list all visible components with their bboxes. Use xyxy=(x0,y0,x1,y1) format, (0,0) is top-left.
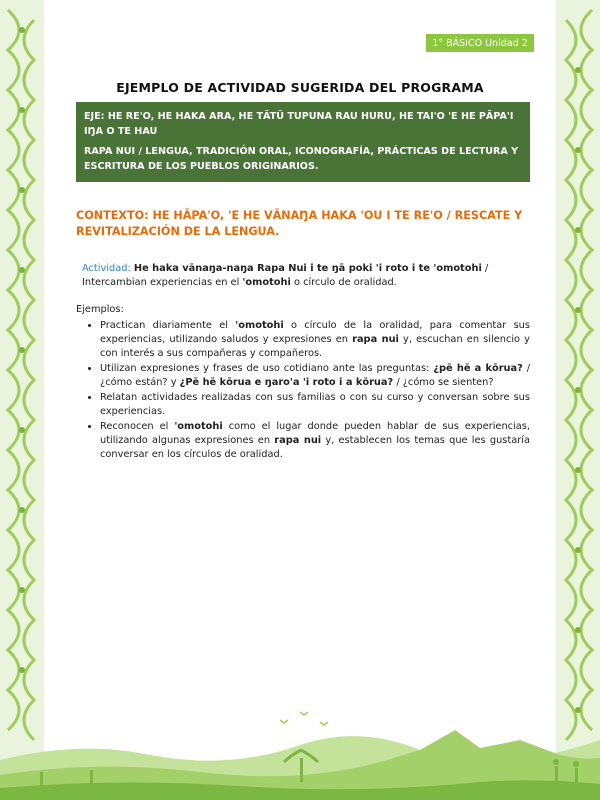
list-item xyxy=(100,362,530,390)
list-item xyxy=(100,319,530,361)
list-item xyxy=(100,391,530,419)
ejemplos-section xyxy=(76,303,530,463)
actividad-term: 'omotohi xyxy=(242,277,291,288)
left-border-pattern xyxy=(0,0,44,800)
text-part: Reconocen el xyxy=(100,421,175,432)
list-item xyxy=(100,420,530,462)
bold-term: ¿Pē hē kōrua e ŋaro'a 'i roto i a kōrua? xyxy=(179,377,394,388)
actividad-label: Actividad: xyxy=(82,263,131,274)
actividad-paragraph xyxy=(82,262,528,290)
actividad-tail: o círculo de oralidad. xyxy=(290,277,397,288)
text-part: o círculo de la oralidad, para comentar sus experiencias, utilizando saludos y expresiones en xyxy=(100,320,530,345)
bold-term: rapa nui xyxy=(352,334,399,345)
text-part: / ¿cómo se sienten? xyxy=(393,377,494,388)
right-border-pattern xyxy=(556,0,600,800)
text-part: y, escuchan en silencio y con interés a sus compañeras y compañeros. xyxy=(100,334,530,359)
landscape-illustration xyxy=(0,700,600,800)
eje-box xyxy=(76,102,530,182)
text-part: como el lugar donde pueden hablar de sus experiencias, utilizando algunas expresiones en xyxy=(100,421,530,446)
bold-term: rapa nui xyxy=(274,435,322,446)
bold-term: 'omotohi xyxy=(174,421,223,432)
contexto-heading: CONTEXTO: HE HĀPA'O, 'E HE VĀNAŊA HAKA 'OU I TE RE'O / RESCATE Y REVITALIZACIÓN DE LA LENGUA. xyxy=(76,209,523,238)
text-part: y, establecen los temas que les gustaría conversar en los círculos de oralidad. xyxy=(100,435,530,460)
bold-term: ¿pē hē a kōrua? xyxy=(433,363,523,374)
text-part: Practican diariamente el xyxy=(100,320,236,331)
grade-unit-badge: 1° BÁSICO Unidad 2 xyxy=(426,34,534,52)
actividad-title-rapanui: He haka vānaŋa-naŋa Rapa Nui i te ŋā poki 'i roto i te 'omotohi xyxy=(133,263,482,274)
text-part: Utilizan expresiones y frases de uso cotidiano ante las preguntas: xyxy=(100,363,434,374)
page-title: EJEMPLO DE ACTIVIDAD SUGERIDA DEL PROGRAMA xyxy=(116,80,484,95)
text-part: Relatan actividades realizadas con sus familias o con su curso y conversan sobre sus experiencias. xyxy=(100,392,530,417)
ejemplos-title: Ejemplos: xyxy=(76,304,124,315)
bold-term: 'omotohi xyxy=(235,320,284,331)
text-part: / ¿cómo están? y xyxy=(100,363,531,388)
ejemplos-list xyxy=(76,319,530,462)
actividad-separator: / Intercambian experiencias en el xyxy=(82,263,489,288)
eje-line-1: EJE: HE RE'O, HE HAKA ARA, HE TĀTŪ TUPUNA RAU HURU, HE TAI'O 'E HE PĀPA'I IŊA O TE HAU xyxy=(84,111,514,137)
eje-line-2: RAPA NUI / LENGUA, TRADICIÓN ORAL, ICONOGRAFÍA, PRÁCTICAS DE LECTURA Y ESCRITURA DE LOS PUEBLOS ORIGINARIOS. xyxy=(84,146,519,172)
